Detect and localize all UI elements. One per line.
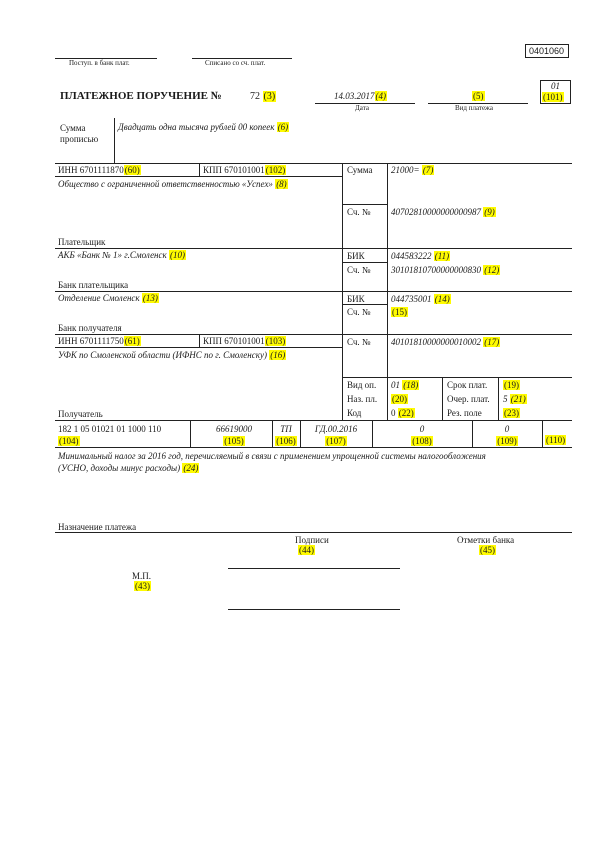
received-label: Поступ. в банк плат. — [69, 59, 130, 67]
payer-sum-label: Сумма — [347, 165, 373, 175]
payee-account-value: 40101810000000010002 — [391, 337, 481, 347]
payee-name-code: (16) — [270, 350, 286, 360]
payer-bank-account-code: (12) — [484, 265, 500, 275]
payer-bank-account — [391, 266, 500, 275]
tax-oktmo-code: (105) — [224, 435, 244, 446]
purpose-line — [55, 532, 572, 533]
op-rez-label: Рез. поле — [447, 408, 482, 418]
payer-sum-value: 21000= — [391, 165, 420, 175]
payer-label: Плательщик — [58, 237, 106, 247]
payer-name-code: (8) — [276, 179, 287, 189]
date-label: Дата — [355, 104, 369, 112]
order-number-code: (3) — [263, 91, 276, 102]
col-line-main — [342, 163, 343, 420]
row-line-bik1 — [342, 262, 387, 263]
payee-kpp-code: (103) — [265, 336, 286, 346]
op-vid-value: 01 — [391, 380, 400, 390]
tax-col-5 — [472, 420, 473, 447]
row-line-op-top — [342, 377, 572, 378]
tax-period — [303, 424, 369, 447]
tax-doc-date-value: 0 — [504, 424, 510, 434]
tax-period-value: ГД.00.2016 — [314, 424, 358, 434]
tax-col-1 — [190, 420, 191, 447]
payee-name — [58, 351, 286, 360]
op-kod-code: (22) — [398, 408, 414, 418]
row-line-bik2 — [342, 304, 387, 305]
debited-label: Списано со сч. плат. — [205, 59, 266, 67]
payee-label: Получатель — [58, 409, 103, 419]
payer-bank-name-code: (10) — [169, 250, 185, 260]
payer-kpp-value: КПП 670101001 — [203, 165, 265, 175]
payment-type-label: Вид платежа — [455, 104, 494, 112]
signatures-label: Подписи — [295, 535, 329, 545]
payer-inn-code: (60) — [124, 165, 140, 175]
signatures-code — [298, 546, 315, 555]
tax-col-4 — [372, 420, 373, 447]
col-line-op-right — [498, 377, 499, 420]
payer-kpp — [203, 166, 286, 175]
amount-words-label — [60, 123, 98, 145]
payer-bank-bik — [391, 252, 450, 261]
row-line-inn-bottom — [55, 176, 342, 177]
form-code: 0401060 — [529, 46, 565, 56]
purpose-text — [58, 450, 486, 474]
payee-bank-bik — [391, 295, 451, 304]
tax-doc-date-code: (109) — [497, 435, 517, 446]
col-line-payee-kpp — [199, 334, 200, 347]
op-naz — [391, 395, 408, 404]
order-number — [250, 92, 276, 102]
bank-marks-code-value: (45) — [480, 545, 495, 555]
amount-words — [118, 123, 289, 132]
row-line-payee-bank — [55, 334, 572, 335]
row-line-payer — [55, 248, 572, 249]
tax-doc-num-code: (108) — [412, 435, 432, 446]
payee-bank-name-code: (13) — [142, 293, 158, 303]
amount-words-code: (6) — [277, 122, 289, 132]
payer-account — [391, 208, 496, 217]
payer-bank-name-value: АКБ «Банк № 1» г.Смоленск — [58, 250, 167, 260]
payee-bank-label: Банк получателя — [58, 323, 122, 333]
tax-doc-num-value: 0 — [419, 424, 425, 434]
status-value: 01 — [551, 81, 560, 91]
op-ocher-label: Очер. плат. — [447, 394, 490, 404]
op-srok-code: (19) — [504, 380, 519, 390]
payer-account-value: 40702810000000000987 — [391, 207, 481, 217]
op-ocher-value: 5 — [503, 394, 508, 404]
payee-kpp — [203, 337, 286, 346]
bank-marks-code — [479, 546, 496, 555]
tax-doc-num — [385, 424, 459, 447]
payee-bank-bik-code: (14) — [434, 294, 450, 304]
op-naz-code: (20) — [392, 394, 407, 404]
payee-bank-name — [58, 294, 159, 303]
tax-kbk — [58, 424, 161, 447]
stamp-code — [134, 582, 151, 591]
payer-bank-account-value: 30101810700000000830 — [391, 265, 481, 275]
tax-col-6 — [542, 420, 543, 447]
payer-name-value: Общество с ограниченной ответственностью «Успех» — [58, 179, 273, 189]
op-naz-label: Наз. пл. — [347, 394, 378, 404]
amount-words-divider — [114, 118, 115, 163]
tax-basis-value: ТП — [280, 424, 292, 434]
payee-account-label: Сч. № — [347, 337, 371, 347]
payment-type-code-value: (5) — [473, 91, 484, 101]
signatures-code-value: (44) — [299, 545, 314, 555]
row-line-payee-inn-bottom — [55, 347, 342, 348]
page-title: ПЛАТЕЖНОЕ ПОРУЧЕНИЕ № — [60, 90, 222, 102]
payer-name — [58, 180, 288, 189]
row-line-account — [342, 204, 387, 205]
op-kod — [391, 409, 415, 418]
payer-inn-value: ИНН 6701111870 — [58, 165, 124, 175]
op-vid-code: (18) — [403, 380, 419, 390]
tax-type — [545, 436, 566, 445]
tax-kbk-value: 182 1 05 01021 01 1000 110 — [58, 424, 162, 434]
payer-sum — [391, 166, 434, 175]
op-vid — [391, 381, 419, 390]
signature-line-1 — [228, 568, 400, 569]
payee-bank-account-label: Сч. № — [347, 307, 371, 317]
tax-basis-code: (106) — [276, 435, 296, 446]
payer-bank-account-label: Сч. № — [347, 265, 371, 275]
payee-bank-bik-label: БИК — [347, 294, 365, 304]
payee-bank-bik-value: 044735001 — [391, 294, 432, 304]
payer-inn — [58, 166, 141, 175]
bank-marks-label: Отметки банка — [457, 535, 515, 545]
order-date-code: (4) — [375, 91, 386, 101]
row-line-inn — [55, 163, 572, 164]
amount-words-label-line2: прописью — [60, 133, 99, 144]
payee-account-code: (17) — [484, 337, 500, 347]
payer-bank-bik-label: БИК — [347, 251, 365, 261]
payee-bank-account-code: (15) — [392, 307, 407, 317]
op-ocher-code: (21) — [510, 394, 526, 404]
payee-inn — [58, 337, 141, 346]
tax-oktmo — [211, 424, 257, 447]
payer-sum-code: (7) — [422, 165, 434, 175]
payment-type-code — [472, 92, 485, 101]
amount-words-label-line1: Сумма — [60, 123, 86, 133]
stamp-code-value: (43) — [135, 581, 150, 591]
row-line-payer-bank — [55, 291, 572, 292]
payer-bank-bik-code: (11) — [434, 251, 450, 261]
payee-bank-name-value: Отделение Смоленск — [58, 293, 140, 303]
tax-basis — [273, 424, 299, 447]
op-ocher — [503, 395, 527, 404]
amount-words-value: Двадцать одна тысяча рублей 00 копеек — [118, 122, 275, 132]
op-srok-label: Срок плат. — [447, 380, 488, 390]
payee-bank-account — [391, 308, 408, 317]
op-rez-code: (23) — [504, 408, 519, 418]
payer-bank-label: Банк плательщика — [58, 280, 129, 290]
row-line-tax — [55, 420, 572, 421]
payee-inn-code: (61) — [124, 336, 140, 346]
status-code — [542, 93, 564, 102]
op-kod-label: Код — [347, 408, 362, 418]
payer-account-code: (9) — [484, 207, 495, 217]
purpose-line1: Минимальный налог за 2016 год, перечисляемый в связи с применением упрощенной системы налогообложения — [58, 451, 486, 461]
op-srok — [503, 381, 520, 390]
order-date — [334, 92, 387, 101]
tax-kbk-code: (104) — [59, 435, 79, 446]
payee-name-value: УФК по Смоленской области (ИФНС по г. Смоленску) — [58, 350, 267, 360]
status-code-value: (101) — [543, 92, 563, 102]
col-line-payer-kpp — [199, 163, 200, 176]
op-rez — [503, 409, 520, 418]
payee-kpp-value: КПП 670101001 — [203, 336, 265, 346]
col-line-op-mid — [442, 377, 443, 420]
payer-bank-bik-value: 044583222 — [391, 251, 432, 261]
tax-doc-date — [477, 424, 537, 447]
op-kod-value: 0 — [391, 408, 396, 418]
payer-bank-name — [58, 251, 186, 260]
purpose-code: (24) — [183, 463, 199, 474]
payer-account-label: Сч. № — [347, 207, 371, 217]
payee-inn-value: ИНН 6701111750 — [58, 336, 124, 346]
purpose-line2: (УСНО, доходы минус расходы) — [58, 463, 181, 474]
tax-col-3 — [300, 420, 301, 447]
payer-kpp-code: (102) — [265, 165, 286, 175]
order-number-value: 72 — [250, 91, 260, 102]
tax-type-code: (110) — [546, 435, 566, 445]
stamp-label: М.П. — [132, 571, 152, 581]
purpose-label: Назначение платежа — [58, 522, 137, 532]
signature-line-2 — [228, 609, 400, 610]
order-date-value: 14.03.2017 — [334, 91, 375, 101]
col-line-values — [387, 163, 388, 420]
payee-account — [391, 338, 500, 347]
op-vid-label: Вид оп. — [347, 380, 377, 390]
tax-period-code: (107) — [326, 435, 346, 446]
tax-oktmo-value: 66619000 — [216, 424, 252, 434]
